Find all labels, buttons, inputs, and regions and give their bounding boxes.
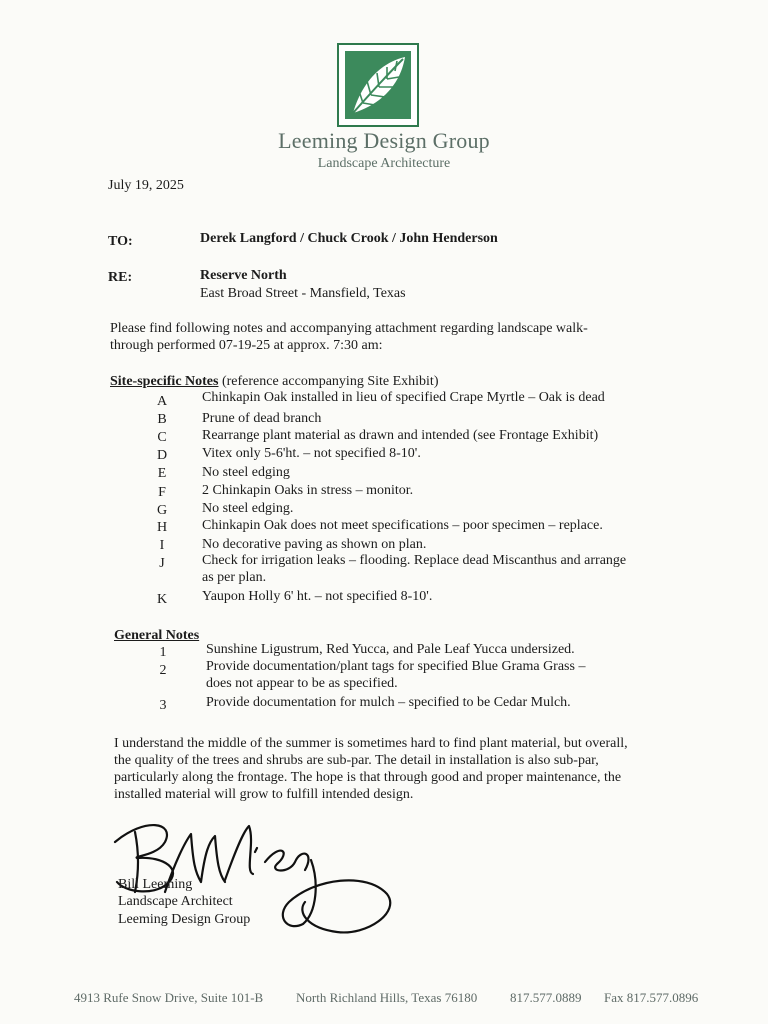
footer-address: 4913 Rufe Snow Drive, Suite 101-B (74, 990, 264, 1005)
site-note-letter: H (156, 520, 168, 535)
general-note-text: Sunshine Ligustrum, Red Yucca, and Pale Leaf Yucca undersized. (206, 642, 575, 657)
site-note-text: Chinkapin Oak installed in lieu of specified Crape Myrtle – Oak is dead (202, 390, 605, 405)
general-note-number: 1 (159, 645, 167, 660)
site-note-text: Check for irrigation leaks – flooding. Replace dead Miscanthus and arrange as per plan. (202, 553, 627, 585)
leaf-logo-icon (337, 43, 419, 127)
re-label: RE: (108, 270, 133, 285)
signatory-title: Landscape Architect (118, 894, 233, 909)
signatory-company: Leeming Design Group (118, 912, 251, 927)
site-note-letter: I (159, 538, 165, 553)
firm-subtitle: Landscape Architecture (317, 156, 451, 171)
footer-fax: Fax 817.577.0896 (604, 990, 699, 1005)
site-note-letter: A (156, 394, 168, 409)
re-project: Reserve North (200, 268, 287, 283)
closing-paragraph: I understand the middle of the summer is sometimes hard to find plant material, but overall, the quality of the trees and shrubs are sub-par. The detail in installation is also sub-par, particularly along the frontage. The hope is that through good and proper maintenance, the installed material will grow to fulfill intended design. (114, 736, 628, 802)
site-note-letter: J (159, 556, 165, 571)
site-note-letter: F (158, 485, 166, 500)
site-note-text: No steel edging (202, 465, 290, 480)
footer-phone: 817.577.0889 (510, 990, 582, 1005)
site-note-text: No decorative paving as shown on plan. (202, 537, 427, 552)
signatory-name: Bill Leeming (118, 877, 193, 892)
site-note-text: Rearrange plant material as drawn and intended (see Frontage Exhibit) (202, 428, 599, 443)
site-note-letter: D (156, 448, 168, 463)
site-notes-reference: (reference accompanying Site Exhibit) (218, 374, 439, 389)
site-note-text: 2 Chinkapin Oaks in stress – monitor. (202, 483, 414, 498)
site-note-letter: G (156, 503, 168, 518)
site-note-letter: E (157, 466, 167, 481)
footer-city: North Richland Hills, Texas 76180 (296, 990, 478, 1005)
general-note-number: 3 (159, 698, 167, 713)
general-notes-heading: General Notes (114, 628, 200, 643)
site-note-text: Chinkapin Oak does not meet specifications – poor specimen – replace. (202, 518, 603, 533)
re-address: East Broad Street - Mansfield, Texas (200, 286, 406, 301)
site-note-text: Prune of dead branch (202, 411, 322, 426)
to-label: TO: (108, 234, 133, 249)
site-note-text: No steel edging. (202, 501, 294, 516)
general-note-text: Provide documentation/plant tags for specified Blue Grama Grass – does not appear to be as specified. (206, 659, 586, 691)
site-notes-heading (110, 373, 438, 390)
site-note-letter: B (157, 412, 167, 427)
site-note-text: Yaupon Holly 6' ht. – not specified 8-10'. (202, 589, 433, 604)
general-note-number: 2 (159, 663, 167, 678)
letter-date: July 19, 2025 (108, 178, 184, 193)
site-note-letter: C (157, 430, 167, 445)
general-note-text: Provide documentation for mulch – specified to be Cedar Mulch. (206, 695, 571, 710)
intro-paragraph: Please find following notes and accompanying attachment regarding landscape walk-through performed 07-19-25 at approx. 7:30 am: (110, 321, 588, 353)
site-note-text: Vitex only 5-6'ht. – not specified 8-10'. (202, 446, 421, 461)
site-notes-title: Site-specific Notes (110, 374, 219, 389)
firm-name: Leeming Design Group (278, 128, 490, 153)
site-note-letter: K (156, 592, 168, 607)
to-recipients: Derek Langford / Chuck Crook / John Henderson (200, 231, 498, 246)
